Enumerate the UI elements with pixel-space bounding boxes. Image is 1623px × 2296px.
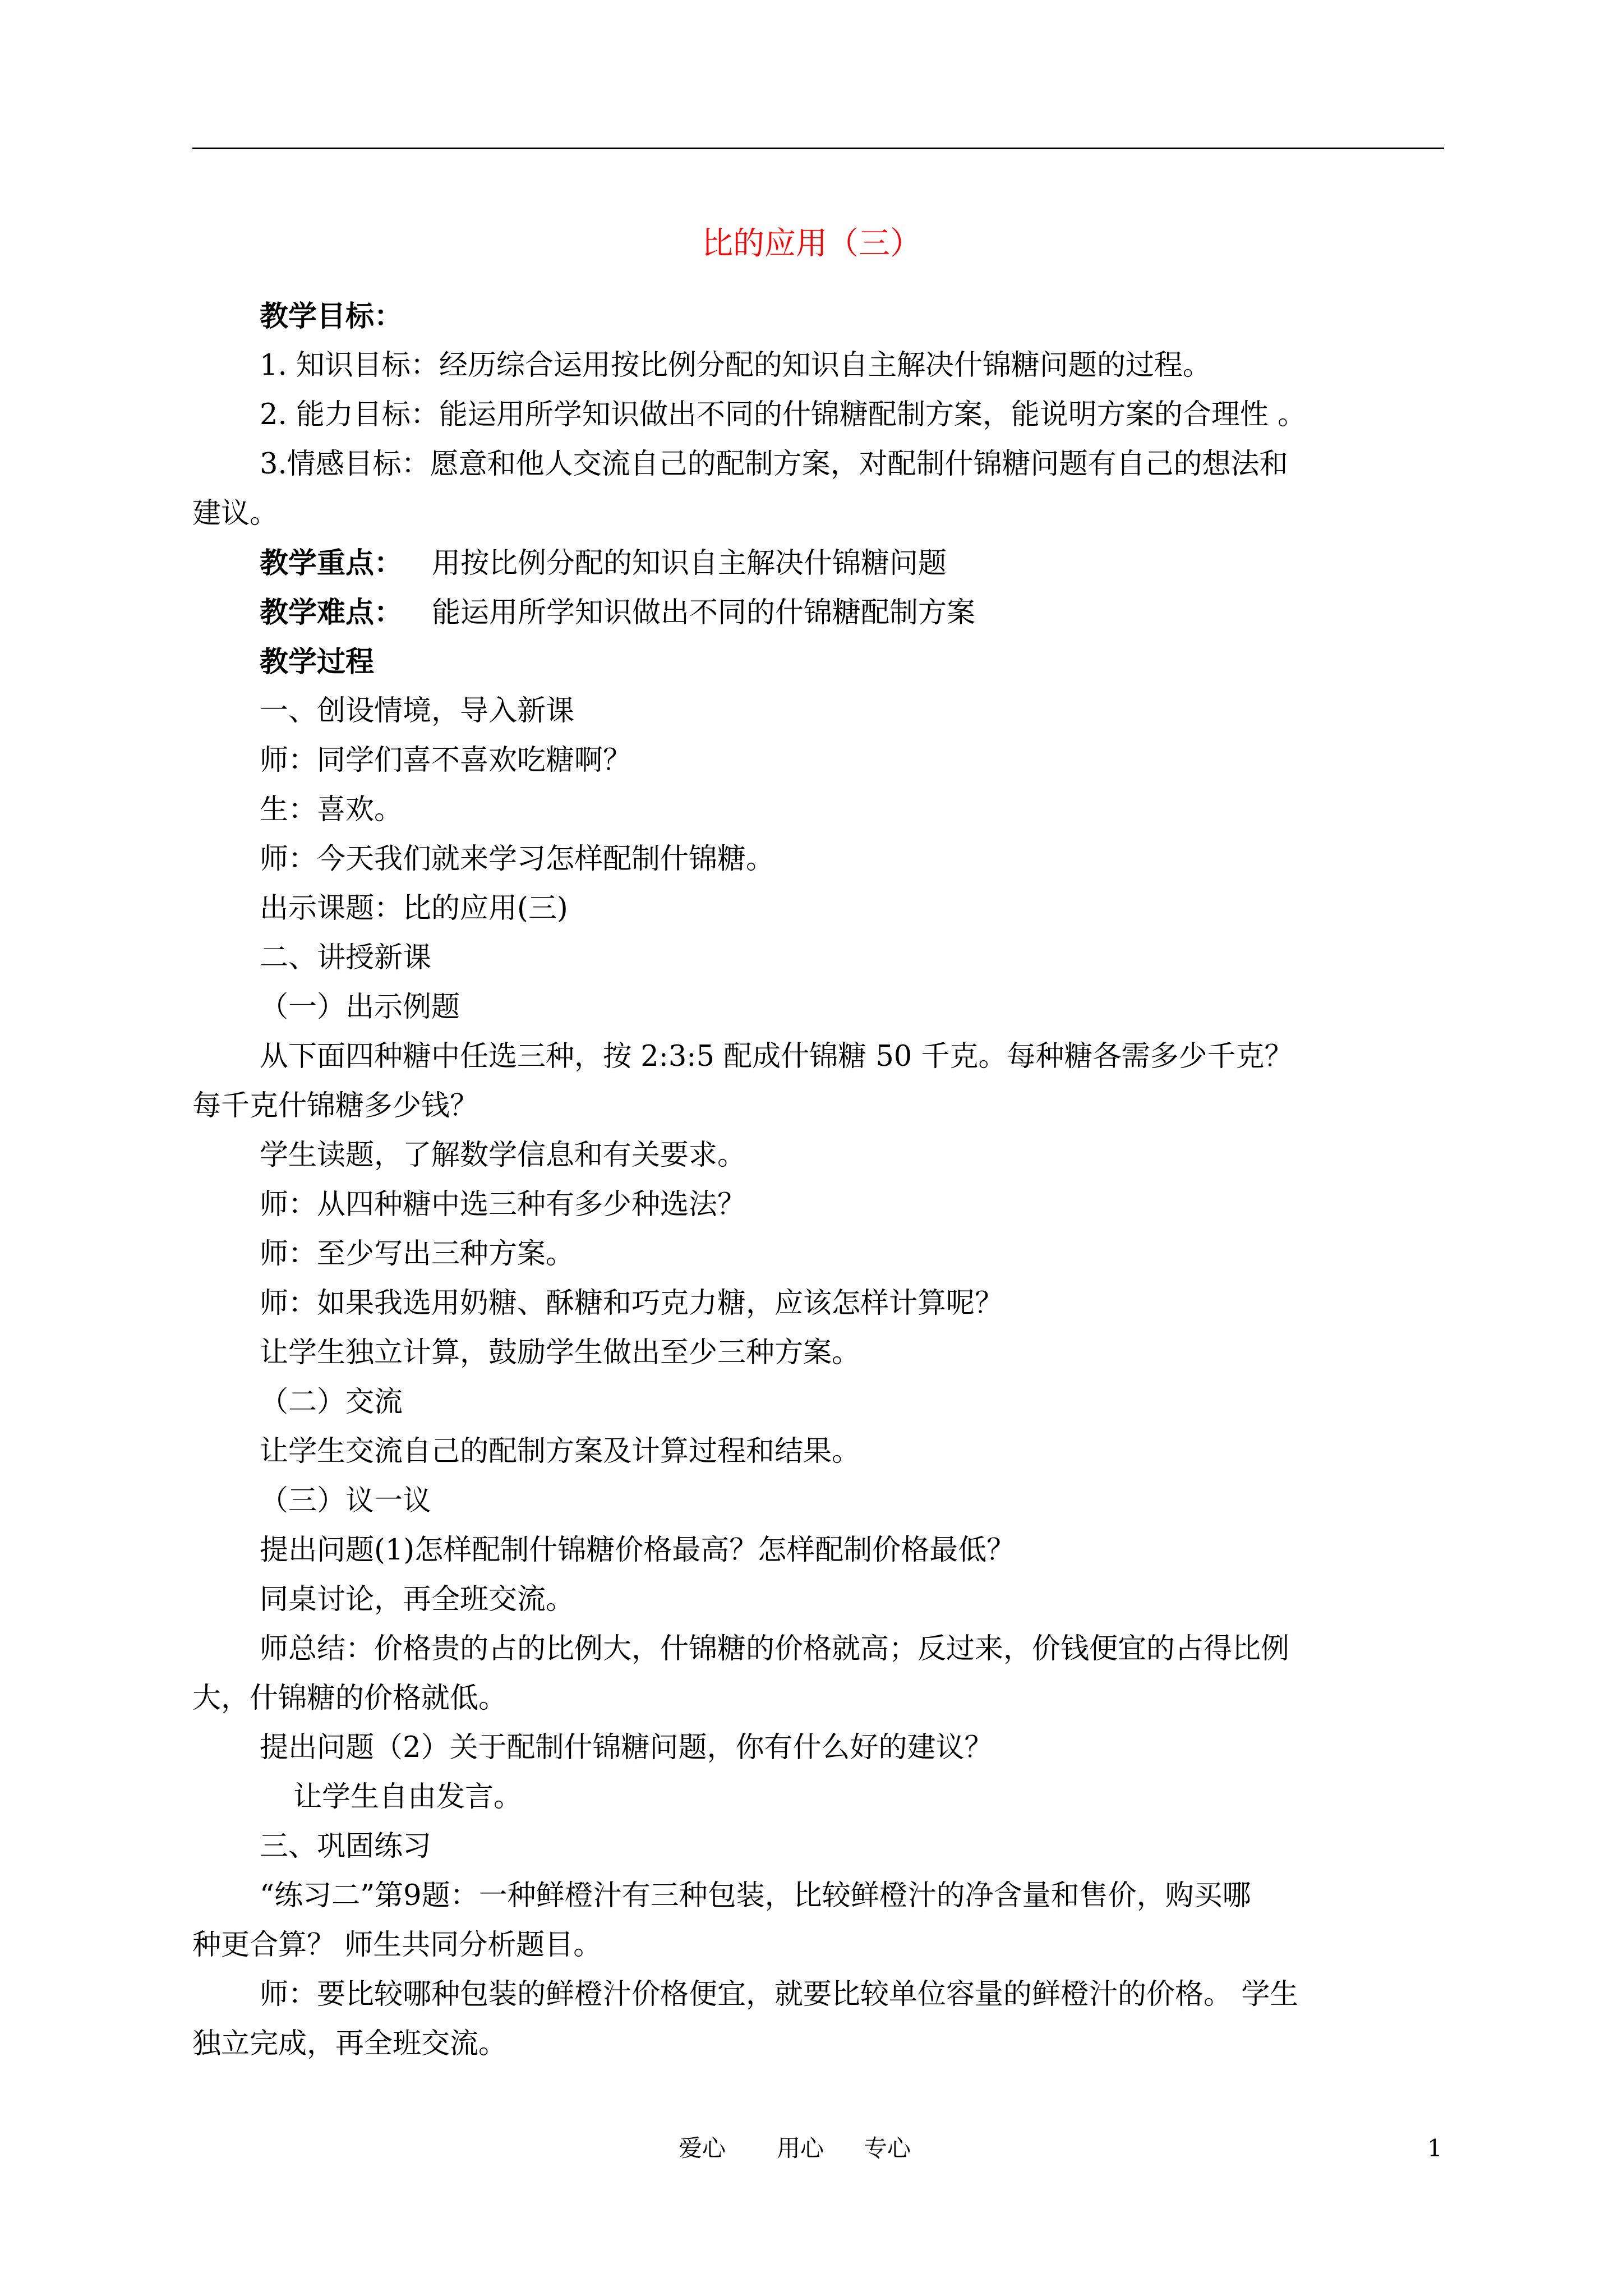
paragraph-line: 提出问题(1)怎样配制什锦糖价格最高？怎样配制价格最低？: [260, 1534, 1016, 1567]
paragraph-line: 让学生自由发言。: [293, 1780, 523, 1814]
paragraph-line: 让学生交流自己的配制方案及计算过程和结果。: [260, 1435, 861, 1468]
paragraph-line: 让学生独立计算，鼓励学生做出至少三种方案。: [260, 1336, 861, 1369]
page-title: 比的应用（三）: [702, 226, 921, 262]
subsection-heading: （一）出示例题: [260, 991, 460, 1024]
paragraph-line: 师：今天我们就来学习怎样配制什锦糖。: [260, 843, 775, 876]
difficult-point-text: 能运用所学知识做出不同的什锦糖配制方案: [432, 596, 976, 629]
paragraph-line: 提出问题（2）关于配制什锦糖问题，你有什么好的建议？: [260, 1731, 993, 1764]
objective-3-cont: 建议。: [192, 497, 279, 530]
section-heading: 一、创设情境，导入新课: [260, 694, 575, 728]
key-point-text: 用按比例分配的知识自主解决什锦糖问题: [432, 547, 947, 580]
paragraph-line: 师总结：价格贵的占的比例大，什锦糖的价格就高；反过来，价钱便宜的占得比例: [260, 1632, 1290, 1665]
subsection-heading: （二）交流: [260, 1386, 403, 1419]
objective-3: 3.情感目标：愿意和他人交流自己的配制方案，对配制什锦糖问题有自己的想法和: [260, 448, 1288, 481]
paragraph-line: 种更合算？ 师生共同分析题目。: [192, 1929, 602, 1962]
section-heading: 三、巩固练习: [260, 1830, 432, 1863]
paragraph-line: 从下面四种糖中任选三种，按 2:3:5 配成什锦糖 50 千克。每种糖各需多少千克？: [260, 1040, 1293, 1073]
paragraph-line: 生：喜欢。: [260, 793, 403, 826]
paragraph-line: 师：如果我选用奶糖、酥糖和巧克力糖，应该怎样计算呢？: [260, 1287, 1004, 1320]
paragraph-line: 师：从四种糖中选三种有多少种选法？: [260, 1188, 746, 1221]
subsection-heading: （三）议一议: [260, 1484, 432, 1517]
paragraph-line: 师：要比较哪种包装的鲜橙汁价格便宜，就要比较单位容量的鲜橙汁的价格。 学生: [260, 1978, 1299, 2011]
footer-motto-3: 专心: [864, 2134, 911, 2162]
paragraph-line: 每千克什锦糖多少钱？: [192, 1089, 479, 1122]
footer-motto-2: 用心: [777, 2134, 824, 2162]
difficult-point-label: 教学难点：: [260, 596, 403, 629]
paragraph-line: 出示课题：比的应用(三): [260, 892, 568, 925]
process-heading: 教学过程: [260, 645, 375, 679]
paragraph-line: 独立完成，再全班交流。: [192, 2027, 508, 2060]
paragraph-line: “练习二”第9题：一种鲜橙汁有三种包装，比较鲜橙汁的净含量和售价，购买哪: [260, 1879, 1251, 1912]
paragraph-line: 学生读题，了解数学信息和有关要求。: [260, 1139, 746, 1172]
paragraph-line: 同桌讨论，再全班交流。: [260, 1583, 575, 1616]
paragraph-line: 师：至少写出三种方案。: [260, 1237, 575, 1271]
header-rule: [192, 148, 1444, 149]
page-number: 1: [1427, 2134, 1442, 2162]
paragraph-line: 师：同学们喜不喜欢吃糖啊？: [260, 744, 632, 777]
objective-2: 2. 能力目标：能运用所学知识做出不同的什锦糖配制方案，能说明方案的合理性 。: [260, 398, 1307, 431]
key-point-label: 教学重点：: [260, 546, 403, 580]
key-point: [260, 539, 947, 588]
objective-1: 1. 知识目标：经历综合运用按比例分配的知识自主解决什锦糖问题的过程。: [260, 349, 1211, 382]
difficult-point: [260, 588, 975, 638]
paragraph-line: 大，什锦糖的价格就低。: [192, 1682, 508, 1715]
section-heading: 二、讲授新课: [260, 941, 432, 974]
footer-motto-1: 爱心: [679, 2134, 726, 2162]
objectives-heading: 教学目标：: [260, 300, 403, 333]
